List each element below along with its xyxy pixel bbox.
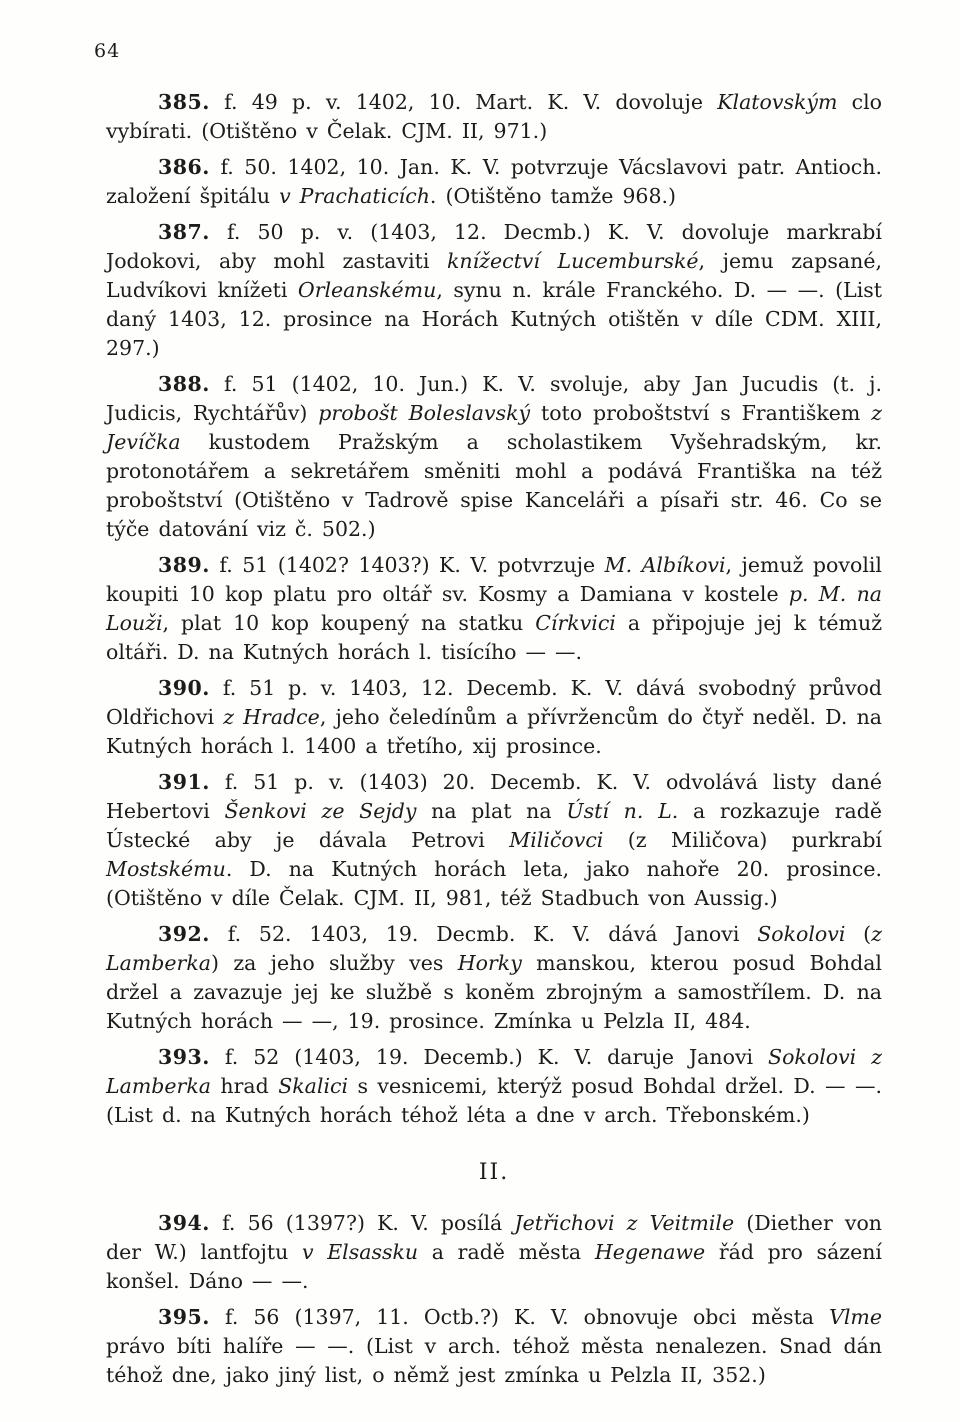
entry-italic-text: probošt Boleslavský [318, 401, 531, 425]
entry-italic-text: Orleanskému [297, 278, 437, 302]
entry-number: 390. [158, 676, 210, 700]
entry-387 [106, 218, 882, 363]
entry-text: f. 56 (1397, 11. Octb.?) K. V. obnovuje obci města [209, 1305, 830, 1329]
entry-text: ( [845, 922, 872, 946]
entry-390 [106, 674, 882, 761]
entry-text: na plat na [416, 799, 567, 823]
entry-italic-text: Mostskému [106, 857, 226, 881]
entry-388 [106, 370, 882, 544]
entry-text: ) za jeho služby ves [210, 951, 458, 975]
entry-text: , plat 10 kop koupený na statku [162, 611, 536, 635]
entry-text: toto proboštství s Františkem [530, 401, 872, 425]
entry-text: f. 51 p. v. (1403) 20. Decemb. K. V. odvolává listy dané Hebertovi [106, 770, 882, 823]
entry-italic-text: Církvici [535, 611, 616, 635]
entry-italic-text: Ústí n. L. [566, 799, 679, 823]
entry-text: hrad [210, 1074, 279, 1098]
entry-text: právo bíti halíře — —. (List v arch. téhož města nenalezen. Snad dán téhož dne, jako jiný list, o němž jest zmínka u Pelzla II, 352.) [106, 1334, 882, 1387]
entry-italic-text: Skalici [278, 1074, 349, 1098]
entry-number: 395. [158, 1305, 210, 1329]
entry-text: a připojuje jej k témuž oltáři. D. na Kutných horách l. tisícího — —. [106, 611, 882, 664]
entry-number: 389. [158, 553, 210, 577]
entry-italic-text: M. Albíkovi [604, 553, 726, 577]
entry-392 [106, 920, 882, 1036]
entry-text: a rozkazuje radě Ústecké aby je dávala Petrovi [106, 799, 882, 852]
entry-394 [106, 1209, 882, 1296]
entry-text: f. 52. 1403, 19. Decmb. K. V. dává Janovi [209, 922, 758, 946]
entry-text: f. 52 (1403, 19. Decemb.) K. V. daruje Janovi [209, 1045, 769, 1069]
entry-text: řád pro sázení konšel. Dáno — —. [106, 1240, 882, 1293]
entry-italic-text: z Lamberka [106, 922, 882, 975]
entry-386 [106, 153, 882, 211]
entry-text: f. 50 p. v. (1403, 12. Decmb.) K. V. dovoluje markrabí Jodokovi, aby mohl zastaviti [106, 220, 882, 273]
entry-italic-text: Vlme [829, 1305, 882, 1329]
entry-text: a radě města [418, 1240, 595, 1264]
entry-italic-text: Sokolovi z Lamberka [106, 1045, 882, 1098]
entry-389 [106, 551, 882, 667]
entry-text: kustodem Pražským a scholastikem Vyšehradským, kr. protonotářem a sekretářem směniti mohl a podává Františka na též proboštství (Otištěno v Tadrově spise Kanceláři a písaři str. 46. Co se týče datování viz č. 502.) [106, 430, 882, 541]
entry-385 [106, 88, 882, 146]
entry-italic-text: knížectví Lucemburské [446, 249, 699, 273]
section-heading: II. [478, 1160, 510, 1185]
entry-text: f. 56 (1397?) K. V. posílá [209, 1211, 515, 1235]
entry-italic-text: Sokolovi [757, 922, 846, 946]
entries [106, 88, 882, 1397]
entry-italic-text: v Elsassku [301, 1240, 419, 1264]
entry-italic-text: Hegenawe [594, 1240, 706, 1264]
entry-number: 391. [158, 770, 210, 794]
entry-text: f. 51 p. v. 1403, 12. Decemb. K. V. dává svobodný průvod Oldřichovi [106, 676, 882, 729]
entry-number: 388. [158, 372, 210, 396]
entry-393 [106, 1043, 882, 1130]
entry-395 [106, 1303, 882, 1390]
entry-text: f. 50. 1402, 10. Jan. K. V. potvrzuje Vácslavovi patr. Antioch. založení špitálu [106, 155, 882, 208]
entry-italic-text: z Jevíčka [106, 401, 882, 454]
entry-italic-text: z Hradce [223, 705, 320, 729]
entry-text: f. 49 p. v. 1402, 10. Mart. K. V. dovoluje [209, 90, 718, 114]
entry-italic-text: Šenkovi ze Sejdy [224, 799, 417, 823]
entry-italic-text: Klatovským [717, 90, 838, 114]
entry-italic-text: p. M. na Louži [106, 582, 882, 635]
entry-number: 392. [158, 922, 210, 946]
entry-number: 387. [158, 220, 210, 244]
entry-text: f. 51 (1402? 1403?) K. V. potvrzuje [209, 553, 605, 577]
entry-text: , synu n. krále Franckého. D. — —. (List daný 1403, 12. prosince na Horách Kutných otištěn v díle CDM. XIII, 297.) [106, 278, 883, 360]
entry-italic-text: Miličovci [509, 828, 604, 852]
entry-italic-text: Jetřichovi z Veitmile [514, 1211, 735, 1235]
page-number: 64 [94, 40, 121, 62]
entry-text: f. 51 (1402, 10. Jun.) K. V. svoluje, aby Jan Jucudis (t. j. Judicis, Rychtářův) [106, 372, 882, 425]
entry-text: (Diether von der W.) lantfojtu [106, 1211, 882, 1264]
entry-text: . (Otištěno tamže 968.) [429, 184, 676, 208]
entry-text: manskou, kterou posud Bohdal držel a zavazuje jej ke službě s koněm zbrojným a samostřílem. D. na Kutných horách — —, 19. prosince. Zmínka u Pelzla II, 484. [106, 951, 882, 1033]
entry-number: 386. [158, 155, 210, 179]
entry-number: 385. [158, 90, 210, 114]
entry-number: 394. [158, 1211, 210, 1235]
entry-text: clo vybírati. (Otištěno v Čelak. CJM. II, 971.) [106, 90, 883, 143]
entry-italic-text: v Prachaticích [279, 184, 430, 208]
entry-text: . D. na Kutných horách leta, jako nahoře 20. prosince. (Otištěno v díle Čelak. CJM. II, 981, též Stadbuch von Aussig.) [106, 857, 882, 910]
entry-number: 393. [158, 1045, 210, 1069]
entry-391 [106, 768, 882, 913]
entry-text: s vesnicemi, kterýž posud Bohdal držel. D. — —. (List d. na Kutných horách téhož léta a dne v arch. Třebonském.) [106, 1074, 882, 1127]
entry-text: , jemu zapsané, Ludvíkovi knížeti [106, 249, 882, 302]
entry-text: (z Miličova) purkrabí [603, 828, 882, 852]
entry-text: , jemuž povolil koupiti 10 kop platu pro oltář sv. Kosmy a Damiana v kostele [106, 553, 882, 606]
entry-text: , jeho čeledínům a přívržencům do čtyř neděl. D. na Kutných horách l. 1400 a třetího, xij prosince. [106, 705, 882, 758]
entry-italic-text: Horky [457, 951, 522, 975]
